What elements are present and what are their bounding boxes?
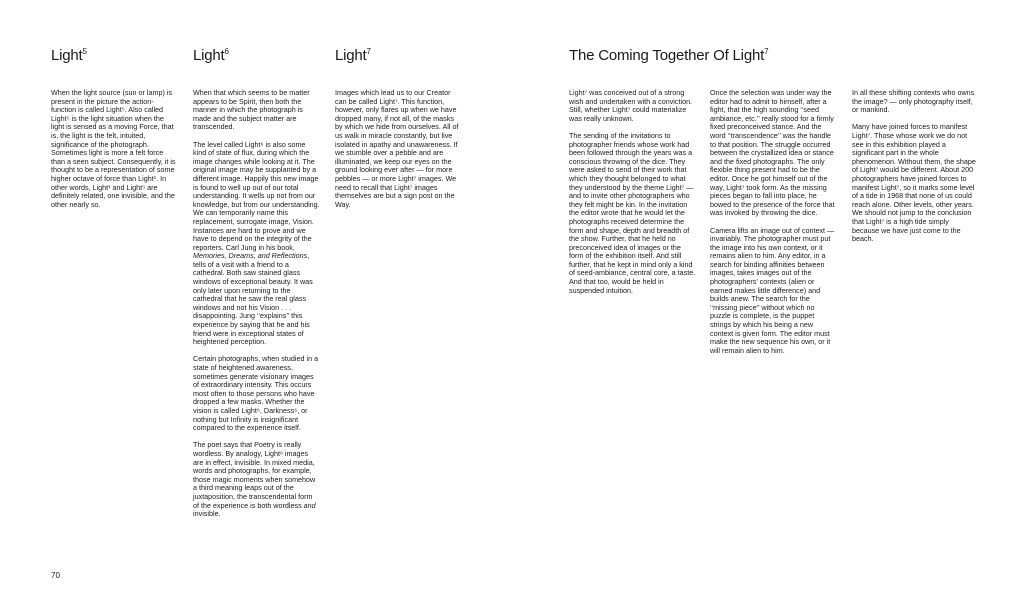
heading-light6: Light$^6$ [193,47,229,64]
paragraph: Certain photographs, when studied in a state of heightened awareness, sometimes generate visionary images of extraordinary intensity. This occurs most often to those persons who have dropped a few masks. Whether the vision is called Light⁶, Darkness⁶, or nothing but Infinity is insignificant compared to the experience itself. [193,354,319,433]
paragraph: When that which seems to be matter appears to be Spirit, then both the manner in which the photograph is made and the subject matter are transcended. [193,88,310,132]
heading-light7: Light$^7$ [335,47,371,64]
paragraph: In all these shifting contexts who owns the image? — only photography itself, or mankind. [852,88,975,115]
right-page [515,0,1030,600]
paragraph: Light⁷ was conceived out of a strong wish and undertaken with a conviction. Still, whether Light⁷ could materialize was really unknown. [569,88,693,123]
heading-light5: Light$^5$ [51,47,87,64]
column-light5 [51,89,177,218]
column-light7 [335,89,461,218]
heading-coming-together: The Coming Together Of Light$^7$ [569,47,769,64]
column-light6 [193,89,320,527]
page-number: 70 [51,571,60,580]
column-coming-together-1 [569,89,697,304]
paragraph: Camera lifts an image out of context — invariably. The photographer must put the image into his own context, or it remains alien to him. Any editor, in a search for binding affinities between images, takes images out of the photographers’ contexts (alien or earned makes little difference) and builds anew. The search for the ‘‘missing piece’’ without which no puzzle is complete, is the puppet strings by which his being a new context is given form. The editor must make the new sequence his own, or it will remain alien to him. [710,225,835,355]
paragraph: Images which lead us to our Creator can be called Light⁷. This function, however, only flares up when we have dropped many, if not all, of the masks by which we hide from ourselves. All of us walk in miracle constantly, but live isolated in apathy and unawareness. If we stumble over a pebble and are illuminated, we keep our eyes on the ground looking ever after — for more pebbles — or more Light⁷ images. We need to recall that Light⁷ images themselves are but a sign post on the Way. [335,88,459,209]
paragraph: Many have joined forces to manifest Light⁷. Those whose work we do not see in this exhibition played a significant part in the whole phenomenon. Without them, the shape of Light⁷ would be different. About 200 photographers have joined forces to manifest Light⁷, so it marks some level of a tide in 1968 that none of us could reach alone. Other levels, other years. We should not jump to the conclusion that Light⁷ is a high tide simply because we have just come to the beach. [852,122,976,244]
paragraph: The sending of the invitations to photographer friends whose work had been followed through the years was a conscious throwing of the dice. They were asked to send of their work that which they thought belonged to what they understood by the theme Light⁷ — and to invite other photographers who they felt might be kin. In the invitation the editor wrote that he would let the photographs received determine the form and shape, depth and breadth of the show. Further, that he held no preconceived idea of images or the form of the exhibition itself. And still further, that he kept in mind only a kind of seed-ambiance, central core, a taste. And that too, would be held in suspended intuition. [569,130,696,295]
paragraph-poet: The poet says that Poetry is really wordless. By analogy, Light⁶ images are in effect, invisible. In mixed media, words and photographs, for example, those magic moments when somehow a third meaning leaps out of the juxtaposition, the transcendental form of the experience is both wordless and invisible. [193,440,316,519]
paragraph: Once the selection was under way the editor had to admit to himself, after a fight, that the high sounding ‘‘seed ambiance, etc.’’ really stood for a firmly fixed preconceived stance. And the word ‘‘transcendence’’ was the handle to that position. The struggle occurred between the crystallized idea or stance and the fixed photographs. The only flexible thing present had to be the editor. Once he got himself out of the way, Light⁷ took form. As the missing pieces began to fall into place, he bowed to the presence of the force that was invoked by throwing the dice. [710,88,835,218]
column-coming-together-2 [710,89,837,364]
column-coming-together-3 [852,89,978,252]
paragraph-jung: The level called Light⁶ is also some kind of state of flux, during which the image changes while looking at it. The original image may be supplanted by a different image. Happily this new image is found to well up out of our total understanding. It wells up not from our knowledge, but from our understanding. We can temporarily name this replacement, surrogate image, Vision. Instances are hard to prove and we have to depend on the integrity of the reporters. Carl Jung in his book, Memories, Dreams, and Reflections, tells of a visit with a friend to a cathedral. Both saw stained glass windows of exceptional beauty. It was only later upon returning to the cathedral that he saw the real glass windows and not his Vision . . . disappointing. Jung ‘‘explains’’ this experience by saying that he and his friend were in exceptional states of heightened perception. [193,139,320,347]
book-title: Memories, Dreams, and Reflections [193,251,308,261]
paragraph: When the light source (sun or lamp) is present in the picture the action-function is called Light⁵. Also called Light⁵ is the light situation when the light is sensed as a moving Force, that is, the light is the felt, intuited, significance of the photograph. Sometimes light is more a felt force than a seen subject. Consequently, it is thought to be a representation of some higher octave of force than Light¹. In other words, Light¹ and Light⁵ are definitely related, one invisible, and the other nearly so. [51,88,176,209]
